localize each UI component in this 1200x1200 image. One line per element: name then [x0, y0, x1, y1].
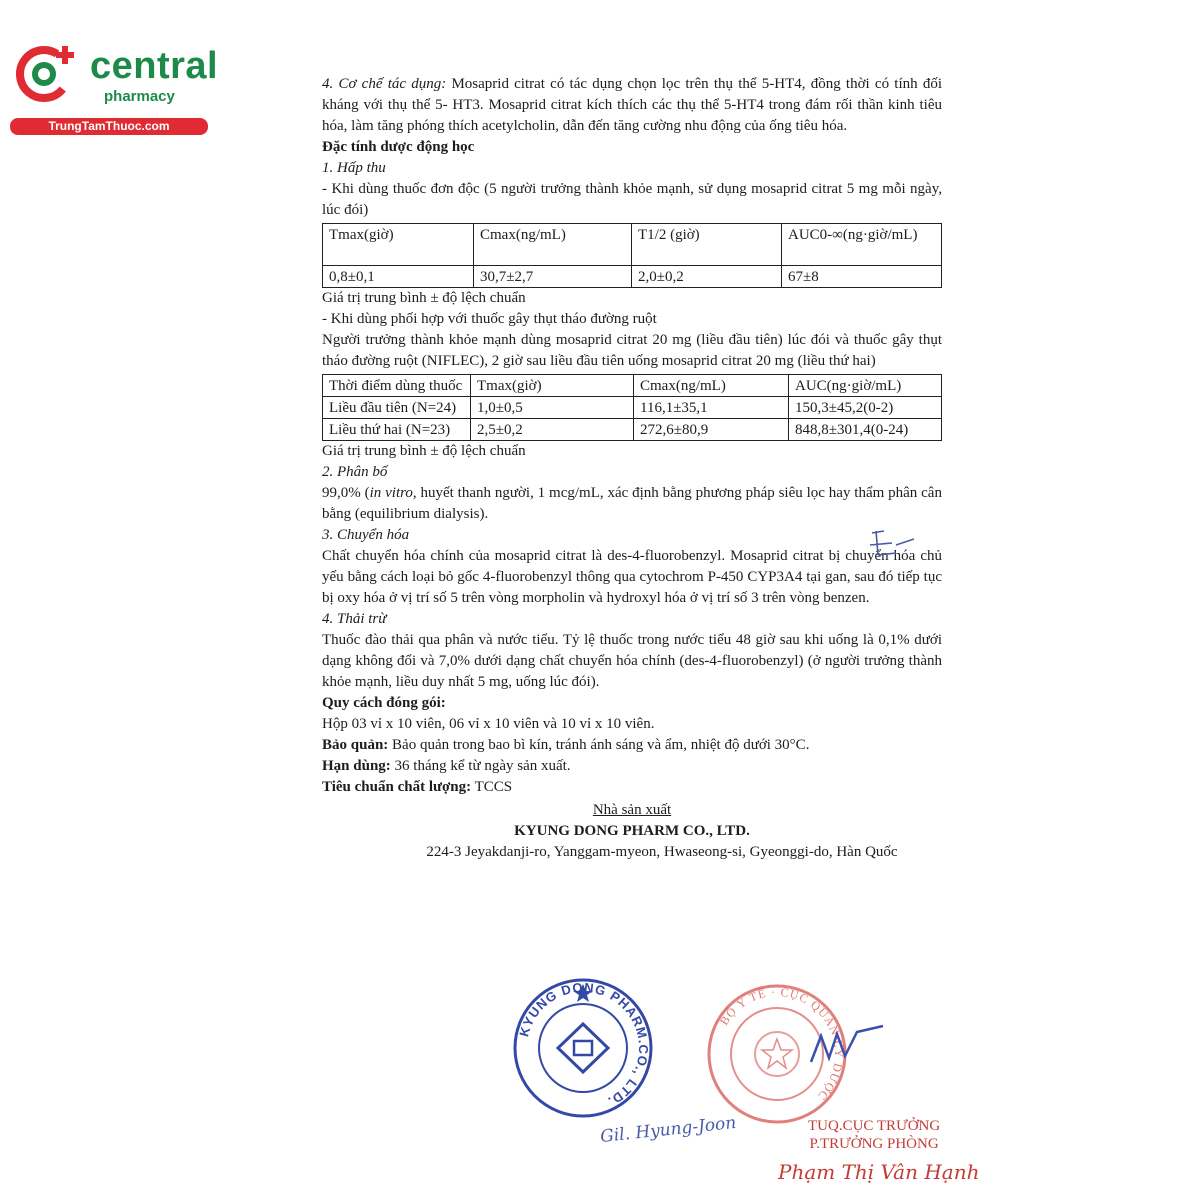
table-header-cell: AUC0-∞(ng·giờ/mL) [782, 224, 942, 266]
table-cell: 30,7±2,7 [474, 266, 632, 288]
table1-note: Giá trị trung bình ± độ lệch chuẩn [322, 290, 526, 306]
metabolism-text: Chất chuyển hóa chính của mosaprid citrat là des-4-fluorobenzyl. Mosaprid citrat bị chuyển hóa chủ yếu bằng cách loại bỏ gốc 4-fluorobenzyl thông qua cytochrom P-450 CYP3A4 tại gan, sau đó tiếp tục bị oxy hóa ở vị trí số 5 trên vòng morpholin và hydroxyl hóa ở vị trí số 3 trên vòng benzen. [322, 548, 942, 606]
distribution-heading: 2. Phân bố [322, 464, 388, 480]
combo-text: Người trưởng thành khỏe mạnh dùng mosaprid citrat 20 mg (liều đầu tiên) lúc đói và thuốc gây thụt tháo đường ruột (NIFLEC), 2 giờ sau liều đầu tiên uống mosaprid citrat 20 mg (liều thứ hai) [322, 332, 942, 369]
table-cell: Liều thứ hai (N=23) [323, 419, 471, 441]
storage-line [322, 735, 942, 756]
pk-title: Đặc tính dược động học [322, 139, 475, 155]
table-cell: 2,0±0,2 [632, 266, 782, 288]
mechanism-text: Mosaprid citrat có tác dụng chọn lọc trên thụ thể 5-HT4, đồng thời có tính đối kháng với thụ thể 5- HT3. Mosaprid citrat kích thích các thụ thể 5-HT4 trong đám rối thần kinh tiêu hóa, làm tăng phóng thích acetylcholin, dẫn đến tăng cường nhu động của ống tiêu hóa. [322, 76, 942, 134]
manufacturer-address: 224-3 Jeyakdanji-ro, Yanggam-myeon, Hwaseong-si, Gyeonggi-do, Hàn Quốc [426, 844, 898, 860]
distribution-italic: in vitro [369, 485, 413, 501]
pk-table-combo [322, 374, 942, 441]
absorption-heading: 1. Hấp thu [322, 160, 386, 176]
table-header-cell: Thời điểm dùng thuốc [323, 375, 471, 397]
metabolism-heading: 3. Chuyển hóa [322, 527, 410, 543]
excretion-text: Thuốc đào thải qua phân và nước tiểu. Tỷ lệ thuốc trong nước tiểu 48 giờ sau khi uống là 0,1% dưới dạng không đổi và 7,0% dưới dạng chất chuyển hóa chính (des-4-fluorobenzyl) (ở người trưởng thành khỏe mạnh, liều duy nhất 5 mg, uống lúc đói). [322, 632, 942, 690]
excretion-heading: 4. Thải trừ [322, 611, 387, 627]
manufacturer-block [322, 800, 942, 821]
pk-table-single [322, 223, 942, 288]
manufacturer-heading: Nhà sản xuất [592, 802, 672, 818]
pharmacy-logo [10, 38, 220, 138]
logo-mark-icon [10, 38, 90, 116]
table-header-cell: Cmax(ng/mL) [634, 375, 789, 397]
standard-label: Tiêu chuẩn chất lượng: [322, 779, 472, 795]
expiry-text: 36 tháng kể từ ngày sản xuất. [390, 758, 571, 774]
document-body [322, 74, 942, 863]
distribution-pre: 99,0% ( [322, 485, 370, 501]
official-line2: P.TRƯỞNG PHÒNG [809, 1136, 939, 1152]
distribution-text [322, 483, 942, 525]
table-header-cell: Cmax(ng/mL) [474, 224, 632, 266]
initial-mark-icon [866, 525, 916, 565]
logo-sub: pharmacy [104, 88, 175, 105]
table-header-cell: T1/2 (giờ) [632, 224, 782, 266]
packaging-text: Hộp 03 vỉ x 10 viên, 06 vỉ x 10 viên và 10 vỉ x 10 viên. [322, 716, 655, 732]
table-header-cell: Tmax(giờ) [471, 375, 634, 397]
expiry-label: Hạn dùng: [322, 758, 391, 774]
table-row [323, 266, 942, 288]
table-cell: 67±8 [782, 266, 942, 288]
table-cell: 150,3±45,2(0-2) [789, 397, 942, 419]
company-stamp-icon [508, 978, 658, 1118]
table-header-cell: Tmax(giờ) [323, 224, 474, 266]
official-title [808, 1117, 940, 1153]
table-row [323, 224, 942, 266]
distribution-post: , huyết thanh người, 1 mcg/mL, xác định bằng phương pháp siêu lọc hay thẩm phân cân bằng (equilibrium dialysis). [322, 485, 942, 522]
combo-heading: - Khi dùng phối hợp với thuốc gây thụt tháo đường ruột [322, 311, 657, 327]
absorption-single-intro: - Khi dùng thuốc đơn độc (5 người trưởng thành khỏe mạnh, sử dụng mosaprid citrat 5 mg mỗi ngày, lúc đói) [322, 181, 942, 218]
table-header-cell: AUC(ng·giờ/mL) [789, 375, 942, 397]
standard-text: TCCS [471, 779, 513, 795]
table-cell: 0,8±0,1 [323, 266, 474, 288]
table-row [323, 397, 942, 419]
packaging-label: Quy cách đóng gói: [322, 695, 446, 711]
standard-line [322, 777, 942, 798]
official-line1: TUQ.CỤC TRƯỞNG [808, 1118, 941, 1134]
mechanism-label: 4. Cơ chế tác dụng: [322, 76, 447, 92]
logo-brand: central [90, 45, 219, 87]
storage-label: Bảo quản: [322, 737, 389, 753]
table-cell: 1,0±0,5 [471, 397, 634, 419]
table-row [323, 419, 942, 441]
table-cell: 2,5±0,2 [471, 419, 634, 441]
storage-text: Bảo quản trong bao bì kín, tránh ánh sáng và ẩm, nhiệt độ dưới 30°C. [388, 737, 810, 753]
agency-stamp-text: BỘ Y TẾ · CỤC QUẢN LÝ DƯỢC [716, 984, 847, 1104]
table-cell: 116,1±35,1 [634, 397, 789, 419]
company-stamp-text: KYUNG DONG PHARM.CO., LTD. [516, 979, 652, 1110]
logo-site-link[interactable]: TrungTamThuoc.com [10, 118, 208, 135]
table-cell: Liều đầu tiên (N=24) [323, 397, 471, 419]
table-cell: 272,6±80,9 [634, 419, 789, 441]
table-cell: 848,8±301,4(0-24) [789, 419, 942, 441]
signer-name: Phạm Thị Vân Hạnh [778, 1160, 980, 1184]
manufacturer-name: KYUNG DONG PHARM CO., LTD. [514, 823, 750, 839]
table-row [323, 375, 942, 397]
expiry-line [322, 756, 942, 777]
signature-left: Gil. Hyung-Joon [599, 1112, 738, 1148]
mechanism-paragraph [322, 74, 942, 137]
signature-mark-icon [805, 1022, 885, 1072]
table2-note: Giá trị trung bình ± độ lệch chuẩn [322, 443, 526, 459]
